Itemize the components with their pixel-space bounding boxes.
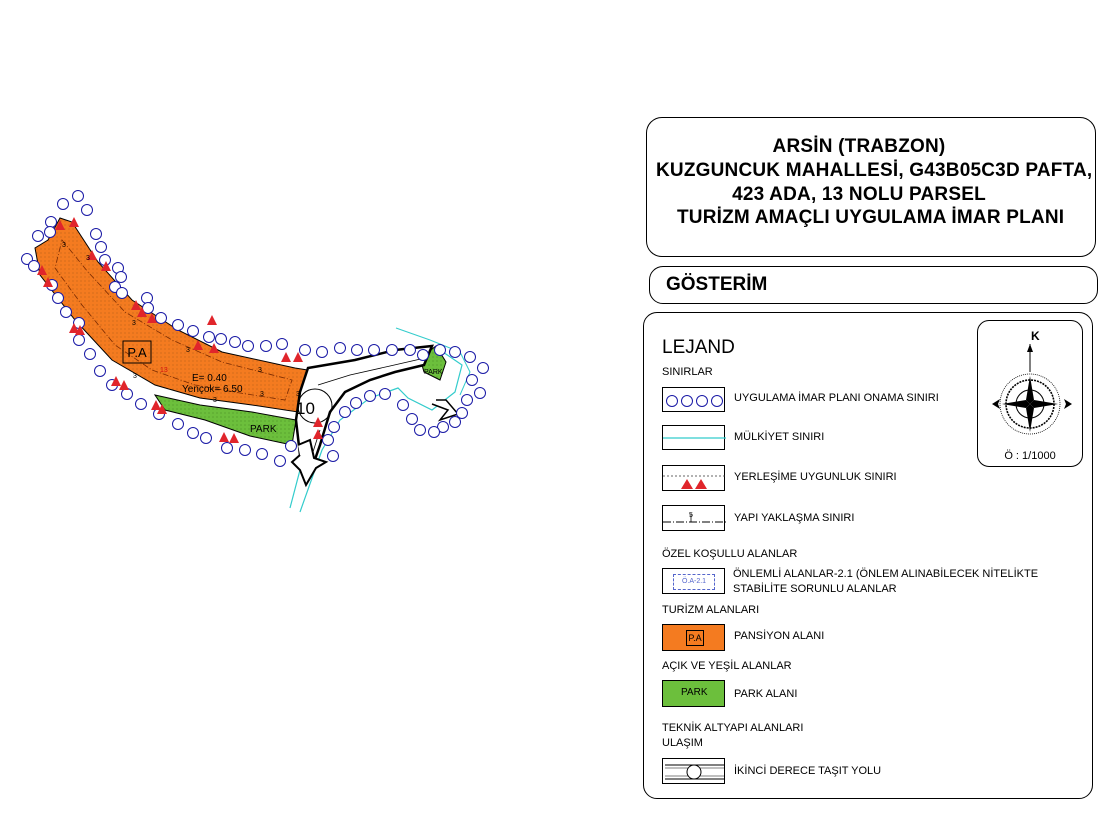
parcel-number: 13 [160,367,168,374]
boundary-circle [33,231,44,242]
boundary-circle [429,427,440,438]
suitability-triangle [207,315,217,325]
setback-sample-value: 5 [689,512,693,519]
boundary-circle [328,451,339,462]
section-ozel: ÖZEL KOŞULLU ALANLAR [662,548,798,560]
scale-label: Ö : 1/1000 [1004,450,1056,462]
pa-sample: P.A [686,630,704,646]
boundary-circle [277,339,288,350]
boundary-circle [352,345,363,356]
boundary-circle [243,341,254,352]
section-acik: AÇIK VE YEŞİL ALANLAR [662,660,792,672]
label-suitability: YERLEŞİME UYGUNLUK SINIRI [734,471,897,483]
label-plan-boundary: UYGULAMA İMAR PLANI ONAMA SINIRI [734,392,939,404]
boundary-circle [240,445,251,456]
boundary-circle [45,227,56,238]
section-teknik: TEKNİK ALTYAPI ALANLARI [662,722,804,734]
boundary-circle [188,428,199,439]
label-pansiyon: PANSİYON ALANI [734,630,825,642]
swatch-pansiyon [662,624,725,651]
title-block [646,117,1096,257]
boundary-circle [407,414,418,425]
boundary-circle [329,422,340,433]
setback-line-icon [663,506,726,532]
boundary-circle [74,335,85,346]
boundary-circle [450,417,461,428]
suitability-triangle [281,352,291,362]
north-letter: K [1031,329,1040,343]
boundary-circle [261,341,272,352]
boundary-circle [450,347,461,358]
boundary-circle [136,399,147,410]
swatch-suitability [662,465,725,491]
setback-number: 3 [258,367,262,374]
boundary-circle [216,334,227,345]
boundary-circle [418,350,429,361]
red-triangle-icon [663,466,726,492]
boundary-circle [415,425,426,436]
suitability-triangle [219,432,229,442]
boundary-circle [116,272,127,283]
setback-number: 3 [133,373,137,380]
boundary-circle [230,337,241,348]
circle-row-icon [663,388,726,413]
road [296,346,432,468]
label-onlemli-2: STABİLİTE SORUNLU ALANLAR [733,583,897,595]
boundary-circle [405,345,416,356]
title-line-1: ARSİN (TRABZON) [772,136,946,157]
boundary-circle [95,366,106,377]
boundary-circle [117,288,128,299]
boundary-circle [465,352,476,363]
boundary-circle [222,443,233,454]
boundary-circle [387,345,398,356]
boundary-circle [91,229,102,240]
title-line-2: KUZGUNCUK MAHALLESİ, G43B05C3D PAFTA, [656,160,1093,181]
setback-number: 3 [86,255,90,262]
setback-number: 3 [62,242,66,249]
boundary-circle [369,345,380,356]
boundary-circle [457,408,468,419]
boundary-circle [286,441,297,452]
boundary-circle [300,345,311,356]
boundary-circle [53,293,64,304]
boundary-circle [85,349,96,360]
setback-number: 3 [132,320,136,327]
boundary-circle [173,320,184,331]
boundary-circle [58,199,69,210]
swatch-plan-boundary [662,387,725,412]
road-arrow-south [292,440,326,485]
boundary-circle [351,398,362,409]
label-property-line: MÜLKİYET SINIRI [734,431,825,443]
boundary-circle [122,389,133,400]
gosterim-title: GÖSTERİM [666,274,768,295]
setback-number: 3 [296,391,300,398]
park-sample: PARK [681,687,708,698]
setback-number: 3 [260,391,264,398]
boundary-circle [478,363,489,374]
swatch-setback [662,505,725,531]
boundary-circle [173,419,184,430]
swatch-road [662,758,725,784]
boundary-circle [29,261,40,272]
park-label-1: PARK [250,424,277,435]
boundary-circle [142,293,153,304]
label-onlemli-1: ÖNLEMLİ ALANLAR-2.1 (ÖNLEM ALINABİLECEK NİTELİKTE [733,568,1039,580]
setback-number: 3 [213,397,217,404]
boundary-circle [435,345,446,356]
boundary-circle [156,313,167,324]
boundary-circle [365,391,376,402]
label-park: PARK ALANI [734,688,798,700]
boundary-circle [380,389,391,400]
suitability-triangle [229,433,239,443]
boundary-circle [475,388,486,399]
boundary-circle [467,375,478,386]
boundary-circle [340,407,351,418]
cyan-line-icon [663,426,726,451]
emsal-label: E= 0.40 [192,373,227,384]
road-width-label: 10 [296,399,315,418]
legend-title: LEJAND [662,337,735,358]
gosterim-header [649,266,1098,304]
boundary-circle [73,191,84,202]
label-road: İKİNCİ DERECE TAŞIT YOLU [734,765,882,777]
label-setback: YAPI YAKLAŞMA SINIRI [734,512,855,524]
boundary-circle [188,326,199,337]
road-icon [663,759,726,785]
section-sinirlar: SINIRLAR [662,366,713,378]
section-ulasim: ULAŞIM [662,737,703,749]
boundary-circle [462,395,473,406]
boundary-circle [323,435,334,446]
boundary-circle [201,433,212,444]
setback-number: 3 [186,347,190,354]
title-line-4: TURİZM AMAÇLI UYGULAMA İMAR PLANI [677,207,1065,228]
swatch-park [662,680,725,707]
title-line-3: 423 ADA, 13 NOLU PARSEL [732,184,986,205]
boundary-circle [317,347,328,358]
boundary-circle [96,242,107,253]
boundary-circle [335,343,346,354]
compass-rose-icon [992,342,1080,442]
boundary-circle [204,332,215,343]
height-label: Yençok= 6.50 [182,384,243,395]
swatch-property-line [662,425,725,450]
section-turizm: TURİZM ALANLARI [662,604,760,616]
boundary-circle [275,456,286,467]
pa-label: P.A [127,345,147,360]
boundary-circle [46,217,57,228]
boundary-circle [257,449,268,460]
oa-sample: Ö.A-2.1 [673,574,715,590]
boundary-circle [61,307,72,318]
park-label-2: PARK [424,369,443,376]
boundary-circle [398,400,409,411]
swatch-onlemli [662,568,725,594]
boundary-circle [82,205,93,216]
